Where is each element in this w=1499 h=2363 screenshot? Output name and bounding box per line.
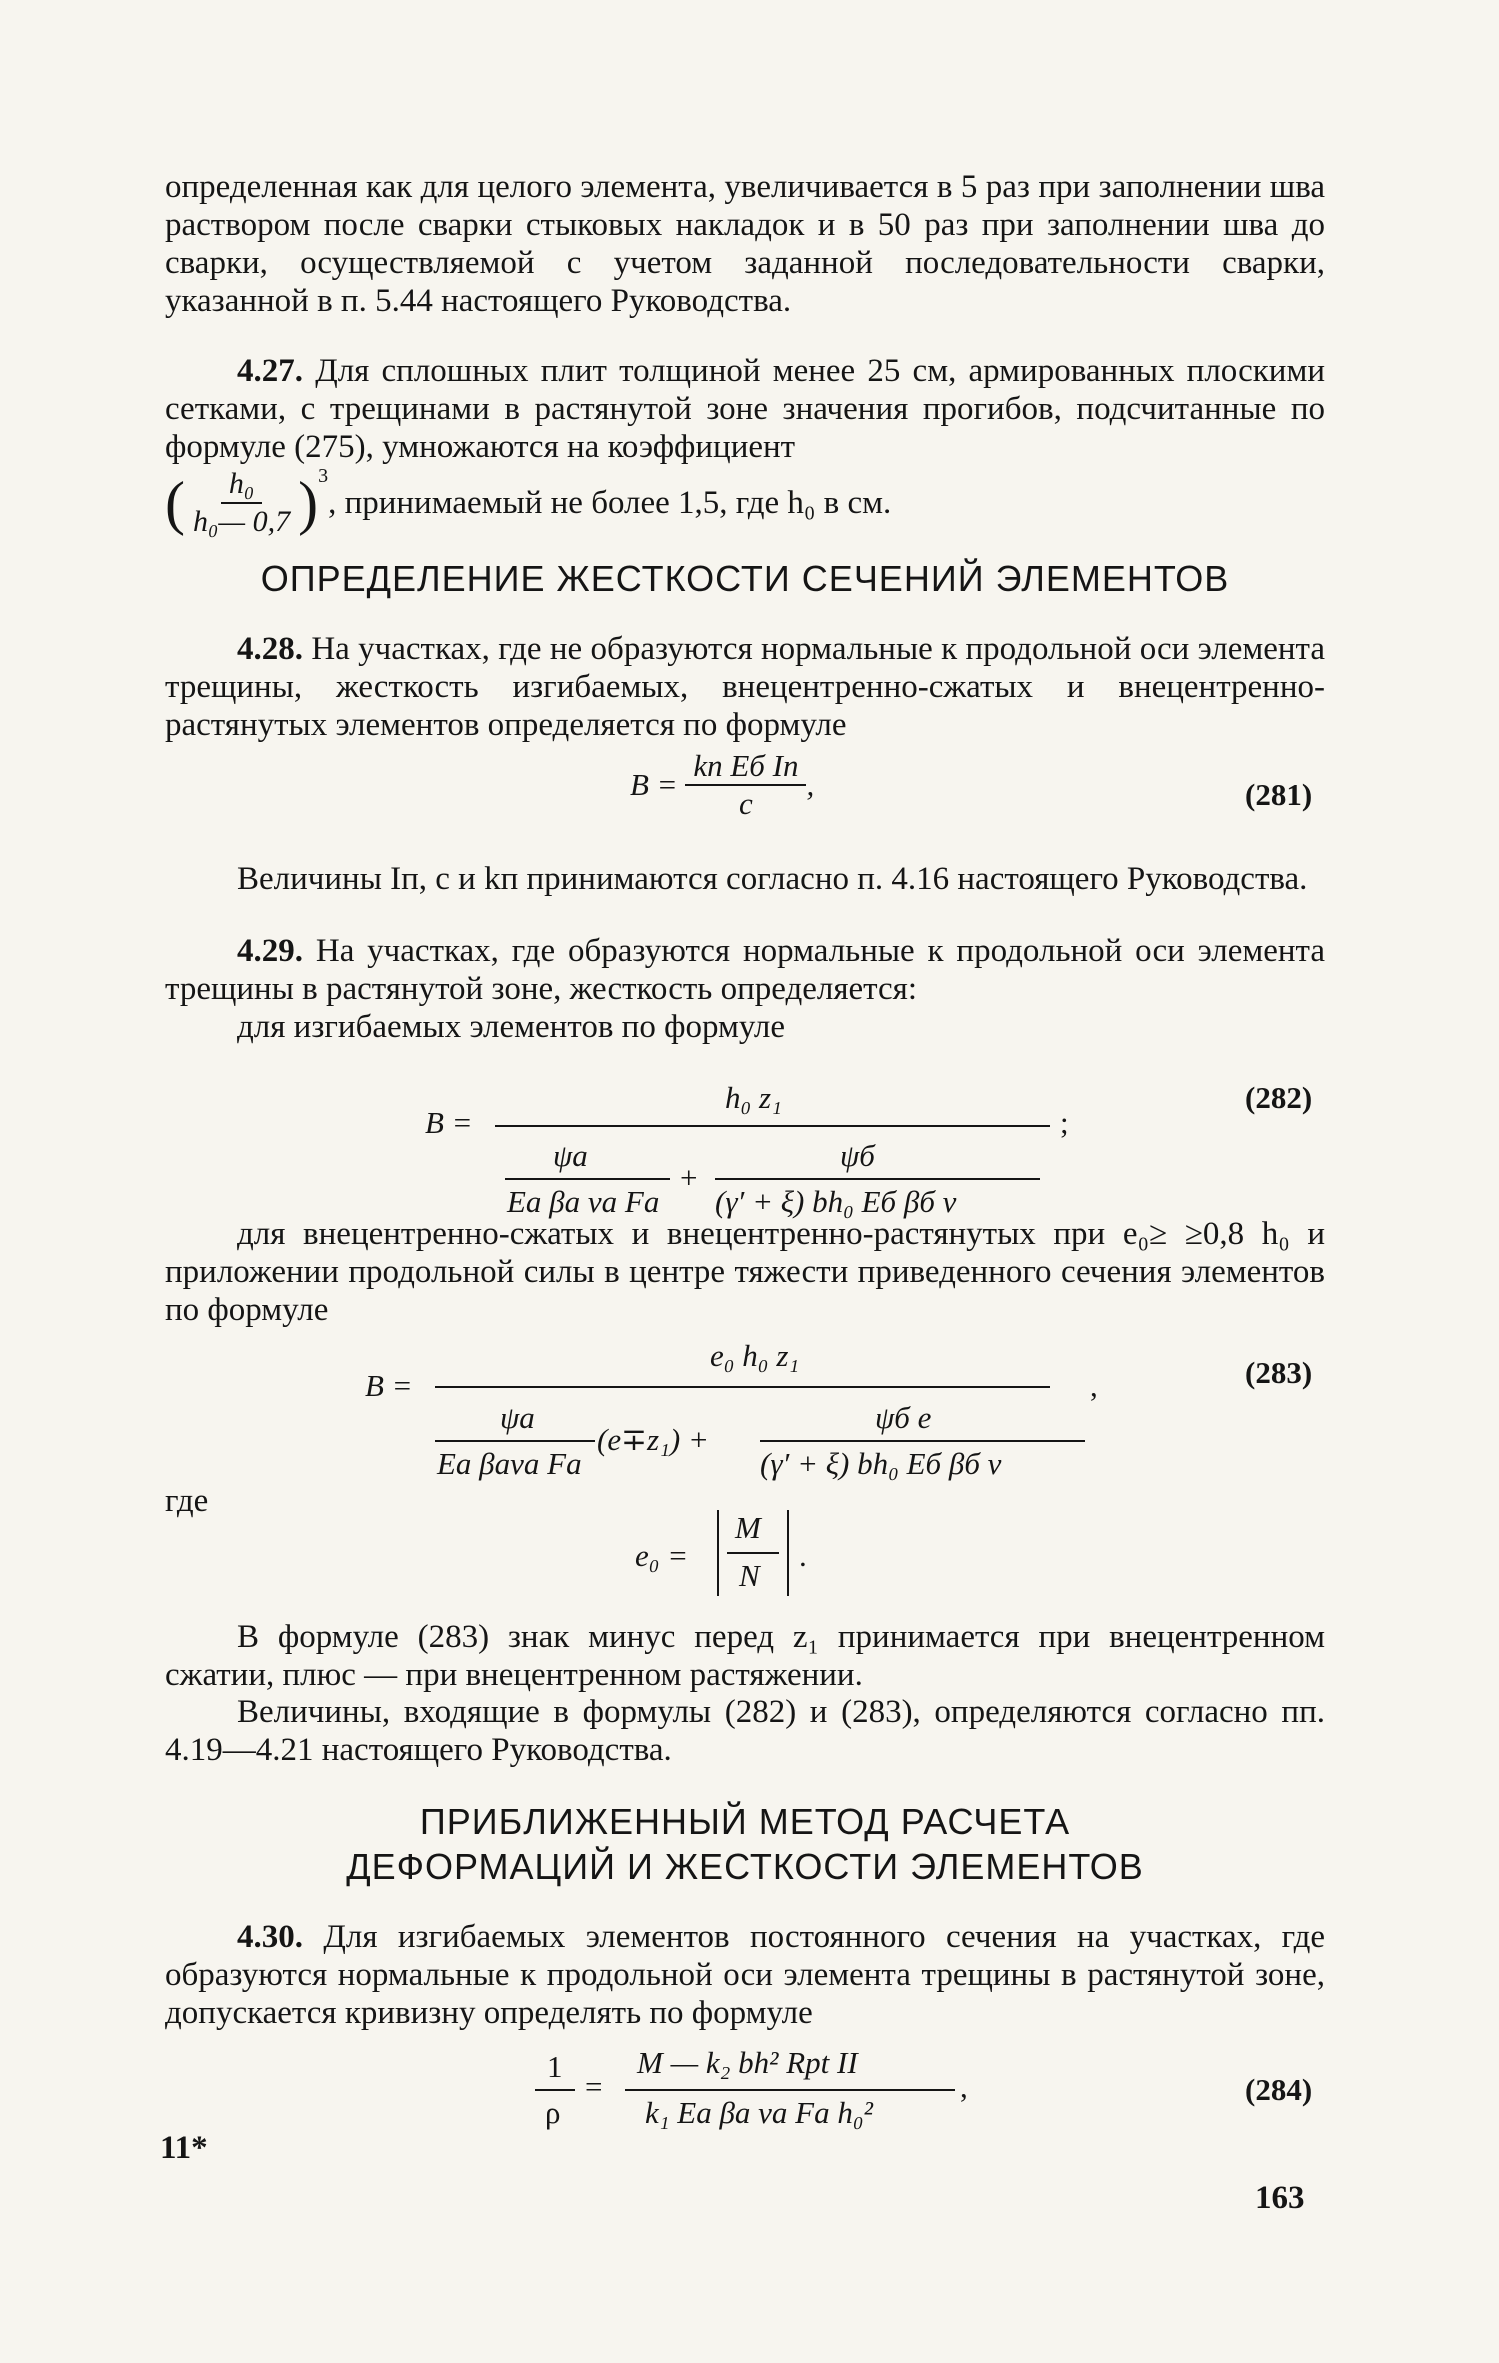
formula-numerator: e₀ h₀ z₁ [710,1338,800,1373]
paragraph-text: для внецентренно-сжатых и внецентренно-растянутых при e₀≥ ≥0,8 h₀ и приложении продольной силы в центре тяжести приведенного сечения элементов по формуле [165,1216,1325,1328]
formula-sub-numerator: ψб [840,1138,875,1173]
sub-fraction-bar [435,1440,595,1442]
formula-sub-denominator: (γ′ + ξ) bh₀ Eб βб ν [760,1446,1002,1481]
main-fraction-bar [495,1125,1050,1127]
coefficient-formula: ( $\frac{\text{h₀}}{\text{h₀— 0,7}}$ )$^3$, принимаемый не более 1,5, где h₀ в см. [165,465,892,539]
paragraph-text: Величины Iп, c и kп принимаются согласно п. 4.16 настоящего Руководства. [237,861,1308,897]
page-number: 163 [1255,2180,1305,2216]
formula-tail: . [799,1538,807,1573]
formula-denominator: h₀— 0,7 [192,505,291,539]
formula-sub-numerator: ψa [500,1400,535,1435]
paragraph-text: определенная как для целого элемента, увеличивается в 5 раз при заполнении шва раствором после сварки стыковых накладок и в 50 раз при заполнении шва до сварки, осуществляемой с учетом заданной последовательности сварки, указанной в п. 5.44 настоящего Руководства. [165,169,1325,319]
formula-lhs: e₀ = [635,1538,689,1573]
paragraph-4-29 [165,932,1325,1008]
formula-lhs: B = [630,767,678,802]
main-fraction-bar [625,2089,955,2091]
section-number: 4.29. [237,933,303,969]
paragraph-text: На участках, где не образуются нормальные к продольной оси элемента трещины, жесткость изгибаемых, внецентренно-сжатых и внецентренно-растянутых элементов определяется по формуле [165,631,1326,743]
paragraph-text: для изгибаемых элементов по формуле [237,1009,785,1045]
paragraph-text: Для изгибаемых элементов постоянного сечения на участках, где образуются нормальные к продольной оси элемента трещины в растянутой зоне, допускается кривизну определять по формуле [165,1919,1326,2031]
formula-sub-tail: (e∓z₁) + [597,1422,709,1457]
formula-denominator: N [739,1558,760,1593]
formula-lhs-numerator: 1 [547,2049,563,2084]
formula-sub-numerator: ψa [553,1138,588,1173]
formula-tail: ; [1060,1105,1069,1140]
paragraph-values [165,860,1325,898]
sub-fraction-bar [505,1178,670,1180]
formula-tail: , принимаемый не более 1,5, где h₀ в см. [328,485,892,522]
formula-lhs: B = [365,1368,413,1403]
where-label: где [165,1483,209,1519]
formula-numerator: kп Eб Iп [685,748,806,786]
section-number: 4.28. [237,631,303,667]
paragraph-quantities [165,1693,1325,1769]
formula-numerator: h₀ [221,466,262,504]
formula-sub-denominator: Ea βa νa Fa [507,1184,660,1219]
equation-e0 [635,1510,855,1600]
equation-number: (284) [1245,2072,1313,2107]
formula-numerator: h₀ z₁ [725,1080,782,1115]
paragraph-4-27 [165,352,1325,466]
formula-sub-numerator: ψб e [875,1400,932,1435]
paragraph-text: Для сплошных плит толщиной менее 25 см, армированных плоскими сетками, с трещинами в растянутой зоне значения прогибов, подсчитанные по формуле (275), умножаются на коэффициент [165,353,1325,465]
sub-fraction-bar [760,1440,1085,1442]
section-heading-line2: ДЕФОРМАЦИЙ И ЖЕСТКОСТИ ЭЛЕМЕНТОВ [346,1846,1144,1887]
formula-numerator: M [735,1510,761,1545]
fraction-bar [727,1552,779,1554]
sub-fraction-bar [715,1178,1040,1180]
paragraph-text: На участках, где образуются нормальные к продольной оси элемента трещины в растянутой зоне, жесткость определяется: [165,933,1326,1007]
paragraph-4-28 [165,630,1325,744]
formula-exponent: 3 [318,465,329,487]
formula-denominator: k₁ Ea βa νa Fa h₀² [645,2095,873,2130]
paragraph-eccentric [165,1215,1325,1329]
section-number: 4.30. [237,1919,303,1955]
paragraph-continuation [165,168,1325,320]
section-heading: ОПРЕДЕЛЕНИЕ ЖЕСТКОСТИ СЕЧЕНИЙ ЭЛЕМЕНТОВ [260,558,1230,599]
formula-lhs: B = [425,1105,473,1140]
abs-bar-left [717,1510,719,1596]
equation-281 [630,748,814,822]
formula-operator: = [585,2069,603,2104]
formula-sub-denominator: (γ′ + ξ) bh₀ Eб βб ν [715,1184,957,1219]
formula-tail: , [1090,1368,1098,1403]
paragraph-bending [165,1008,1325,1046]
section-number: 4.27. [237,353,303,389]
equation-number: (282) [1245,1080,1313,1115]
abs-bar-right [787,1510,789,1596]
paragraph-4-30 [165,1918,1325,2032]
paragraph-sign [165,1618,1325,1694]
formula-lhs-denominator: ρ [545,2095,561,2130]
formula-sub-denominator: Ea βaνa Fa [437,1446,582,1481]
section-heading-line1: ПРИБЛИЖЕННЫЙ МЕТОД РАСЧЕТА [419,1801,1071,1842]
paragraph-text: В формуле (283) знак минус перед z₁ принимается при внецентренном сжатии, плюс — при внецентренном растяжении. [165,1619,1325,1693]
main-fraction-bar [435,1386,1050,1388]
signature-mark: 11* [160,2130,208,2166]
equation-number: (281) [1245,777,1313,812]
paragraph-text: Величины, входящие в формулы (282) и (283), определяются согласно пп. 4.19—4.21 настоящего Руководства. [165,1694,1325,1768]
formula-tail: , [960,2069,968,2104]
lhs-fraction-bar [535,2089,575,2091]
formula-operator: + [680,1160,698,1195]
formula-numerator: M — k₂ bh² Rpt II [637,2045,858,2080]
equation-number: (283) [1245,1355,1313,1390]
formula-denominator: c [739,786,753,821]
equation-284 [525,2035,1085,2135]
formula-tail: , [806,767,815,802]
